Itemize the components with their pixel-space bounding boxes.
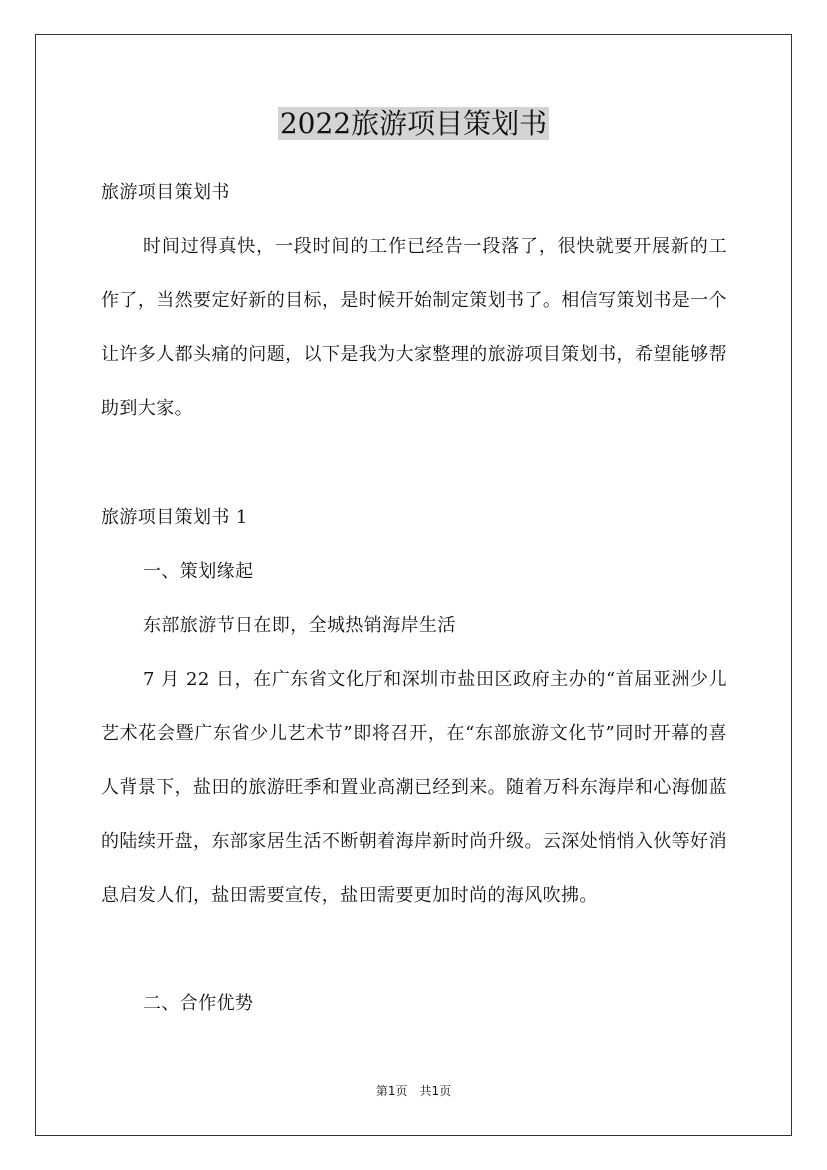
heading-cooperation-advantages: 二、合作优势 [143,993,254,1014]
paragraph-event-details: 7 月 22 日，在广东省文化厅和深圳市盐田区政府主办的“首届亚洲少儿艺术花会暨广东省少儿艺术节”即将召开，在“东部旅游文化节”同时开幕的喜人背景下，盐田的旅游旺季和置业高潮已经到来。随着万科东海岸和心海伽蓝的陆续开盘，东部家居生活不断朝着海岸新时尚升级。云深处悄悄入伙等好消息启发人们，盐田需要宣传，盐田需要更加时尚的海风吹拂。 [101,669,727,906]
document-title: 2022旅游项目策划书 [279,107,548,140]
page-number: 第1页 共1页 [375,1084,452,1098]
section-title: 旅游项目策划书 1 [101,507,248,528]
paragraph-festival: 东部旅游节日在即，全城热销海岸生活 [143,615,456,636]
intro-paragraph: 时间过得真快，一段时间的工作已经告一段落了，很快就要开展新的工作了，当然要定好新的目标，是时候开始制定策划书了。相信写策划书是一个让许多人都头痛的问题，以下是我为大家整理的旅游项目策划书，希望能够帮助到大家。 [101,236,727,419]
document-subtitle: 旅游项目策划书 [101,182,230,203]
heading-planning-origin: 一、策划缘起 [143,561,254,582]
